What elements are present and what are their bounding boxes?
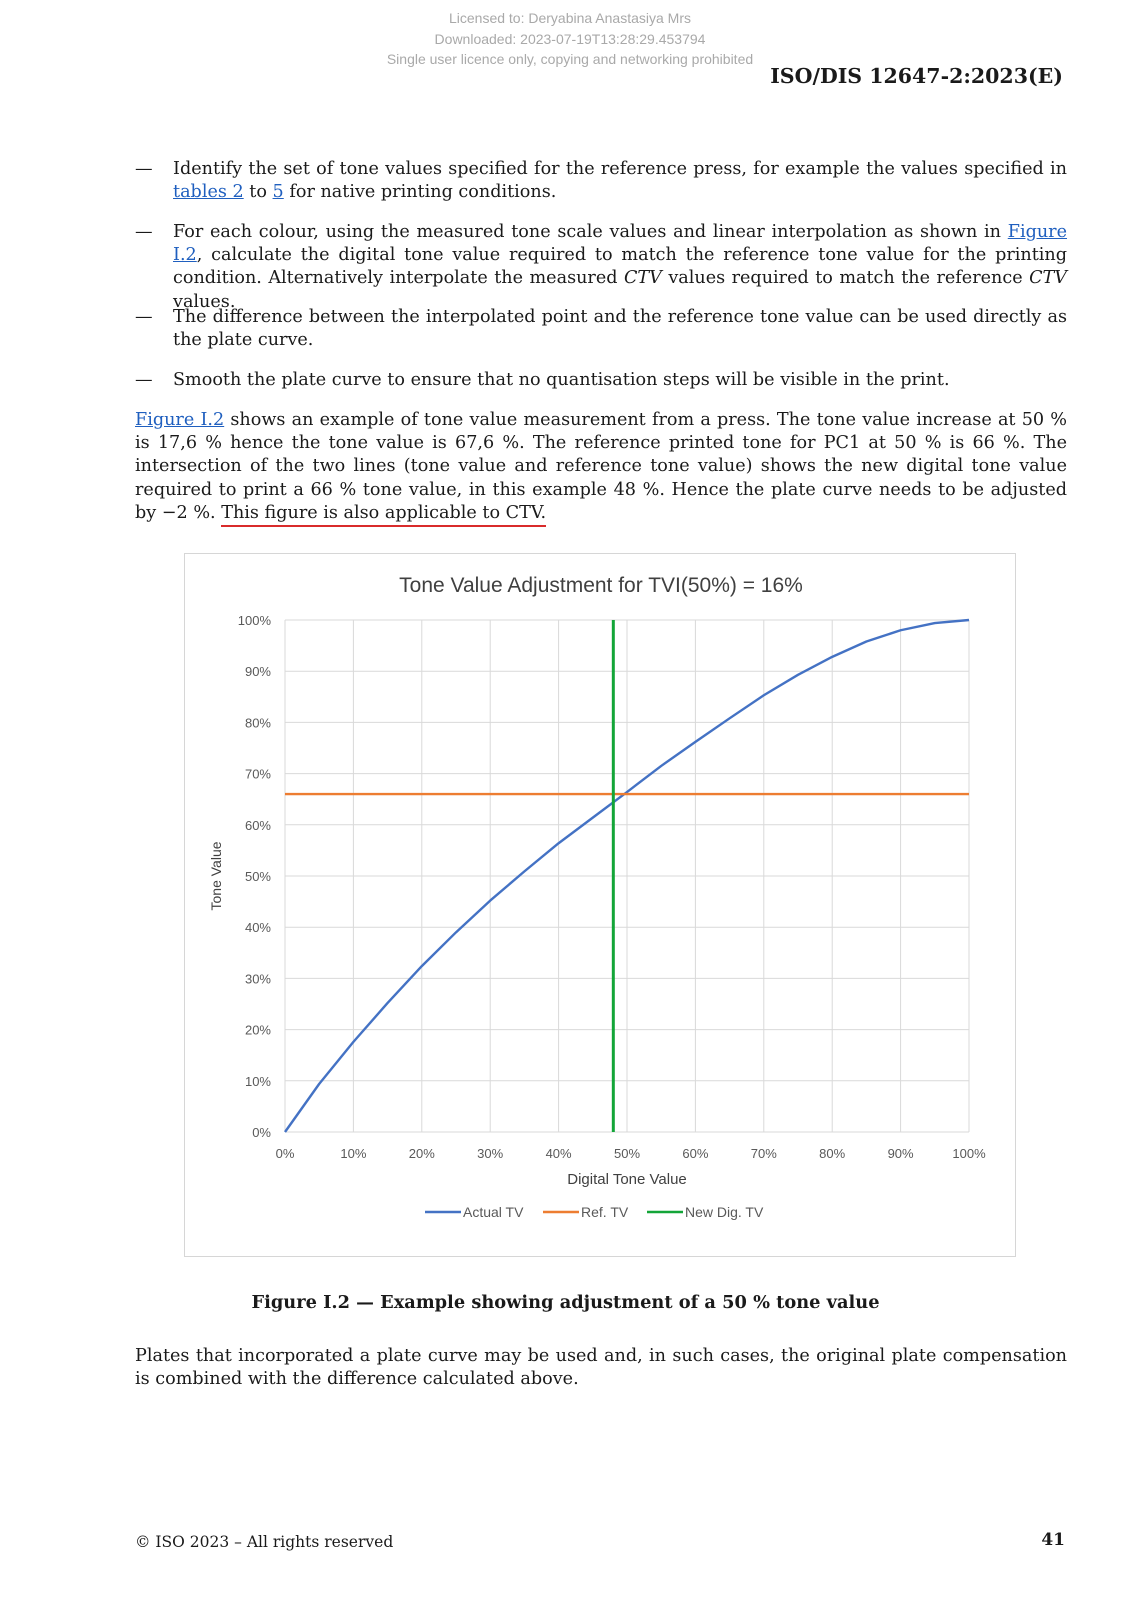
text-run: for native printing conditions. bbox=[283, 182, 557, 203]
bullet-dash: — bbox=[135, 307, 153, 327]
text-run: to bbox=[243, 182, 273, 203]
bullet-text bbox=[173, 221, 1067, 314]
y-tick-label: 80% bbox=[244, 715, 271, 731]
licence-watermark bbox=[300, 8, 840, 70]
y-tick-label: 30% bbox=[244, 971, 271, 987]
y-tick-label: 40% bbox=[244, 920, 271, 936]
x-tick-label: 70% bbox=[750, 1146, 777, 1161]
document-id: ISO/DIS 12647-2:2023(E) bbox=[770, 64, 1063, 88]
bullet-text: Smooth the plate curve to ensure that no quantisation steps will be visible in the print. bbox=[173, 370, 950, 390]
text-run: , calculate the digital tone value required to match the reference tone value for the printing condition. Alternatively interpolate the measured bbox=[173, 245, 1067, 289]
ctv-term: CTV bbox=[623, 268, 662, 289]
y-tick-label: 100% bbox=[237, 613, 271, 628]
grid bbox=[285, 620, 969, 1132]
x-tick-label: 10% bbox=[340, 1146, 367, 1161]
figure-frame bbox=[184, 553, 1016, 1257]
y-tick-label: 10% bbox=[244, 1073, 271, 1089]
x-tick-label: 20% bbox=[408, 1146, 435, 1161]
y-axis-label: Tone Value bbox=[208, 841, 224, 911]
table-5-link[interactable]: 5 bbox=[272, 182, 284, 203]
figure-caption: Figure I.2 — Example showing adjustment of a 50 % tone value bbox=[251, 1292, 880, 1313]
legend bbox=[425, 1204, 764, 1220]
page-number: 41 bbox=[1041, 1530, 1065, 1550]
y-tick-label: 50% bbox=[244, 869, 271, 884]
tone-value-chart bbox=[185, 554, 1015, 1256]
legend-label: Ref. TV bbox=[581, 1204, 629, 1220]
tables-link[interactable]: tables 2 bbox=[173, 182, 244, 203]
bullet-text bbox=[173, 158, 1067, 204]
x-axis-label: Digital Tone Value bbox=[567, 1171, 687, 1188]
copyright-notice: © ISO 2023 – All rights reserved bbox=[135, 1533, 394, 1551]
figure-link[interactable]: Figure I.2 bbox=[135, 410, 225, 430]
y-tick-label: 70% bbox=[244, 766, 271, 782]
x-tick-label: 90% bbox=[887, 1146, 914, 1161]
x-tick-label: 60% bbox=[682, 1146, 709, 1161]
chart-title: Tone Value Adjustment for TVI(50%) = 16% bbox=[399, 574, 803, 597]
watermark-licensed-to: Licensed to: Deryabina Anastasiya Mrs bbox=[448, 10, 691, 26]
legend-label: New Dig. TV bbox=[685, 1204, 764, 1220]
text-run: For each colour, using the measured tone scale values and linear interpolation as shown in bbox=[173, 222, 1008, 242]
x-tick-label: 50% bbox=[613, 1146, 641, 1161]
y-tick-label: 90% bbox=[244, 664, 271, 680]
y-tick-label: 60% bbox=[244, 817, 271, 833]
closing-paragraph: Plates that incorporated a plate curve may be used and, in such cases, the original plate compensation is combined with the difference calculated above. bbox=[135, 1346, 1067, 1390]
highlighted-sentence: This figure is also applicable to CTV. bbox=[221, 503, 546, 527]
figure-description-paragraph bbox=[135, 409, 1067, 525]
watermark-downloaded: Downloaded: 2023-07-19T13:28:29.453794 bbox=[434, 30, 706, 47]
bullet-dash: — bbox=[135, 159, 153, 179]
y-tick-label: 20% bbox=[244, 1022, 271, 1038]
text-run: values. bbox=[173, 291, 236, 312]
text-run: shows an example of tone value measurement from a press. The tone value increase at 50 % is 17,6 % hence the tone value is 67,6 %. The reference printed tone for PC1 at 50 % is 66 %. The intersection of the two lines (tone value and reference tone value) shows the new digital tone value required to print a 66 % tone value, in this example 48 %. Hence the plate curve needs to be adjusted by −2 %. bbox=[135, 410, 1067, 523]
text-run: Identify the set of tone values specified for the reference press, for example the values specified in bbox=[173, 159, 1067, 179]
x-tick-label: 40% bbox=[545, 1146, 572, 1161]
x-tick-label: 30% bbox=[477, 1146, 504, 1161]
bullet-text: The difference between the interpolated point and the reference tone value can be used directly as the plate curve. bbox=[173, 307, 1067, 351]
bullet-dash: — bbox=[135, 222, 153, 242]
y-tick-label: 0% bbox=[252, 1125, 271, 1140]
x-tick-label: 0% bbox=[275, 1146, 295, 1161]
ctv-term: CTV bbox=[1029, 268, 1067, 289]
watermark-licence-terms: Single user licence only, copying and networking prohibited bbox=[386, 51, 754, 67]
text-run: values required to match the reference bbox=[661, 268, 1030, 289]
legend-label: Actual TV bbox=[463, 1204, 524, 1220]
figure-link[interactable]: Figure I.2 bbox=[173, 222, 1067, 266]
bullet-dash: — bbox=[135, 370, 153, 390]
x-tick-label: 100% bbox=[952, 1146, 986, 1161]
x-tick-label: 80% bbox=[819, 1146, 846, 1161]
